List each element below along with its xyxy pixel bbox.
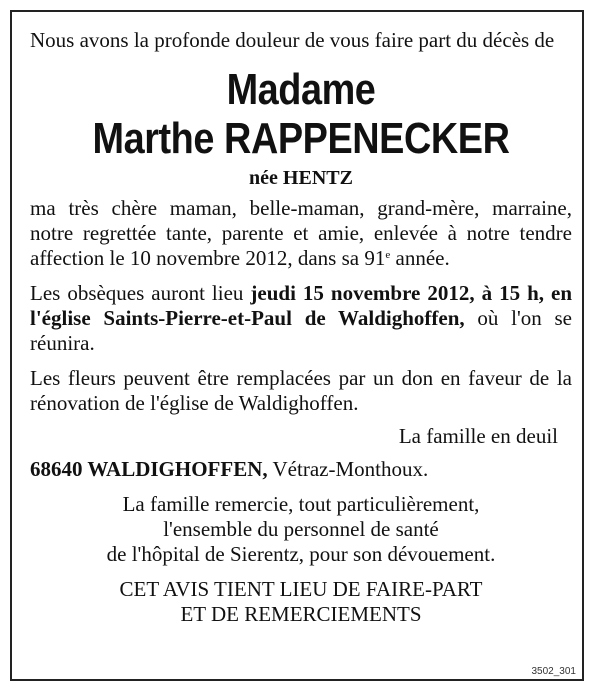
paragraph-flowers: Les fleurs peuvent être remplacées par un don en faveur de la rénovation de l'église de Waldighoffen.	[30, 366, 572, 415]
funeral-end: où l'on se réunira.	[30, 306, 572, 355]
footer-line-1: CET AVIS TIENT LIEU DE FAIRE-PART	[119, 577, 483, 601]
reference-code: 3502_301	[531, 666, 576, 677]
obituary-notice	[30, 28, 572, 627]
intro-text: Nous avons la profonde douleur de vous faire part du décès de	[30, 28, 555, 52]
ordinal-suffix: e	[385, 249, 391, 261]
name-title: Madame	[226, 65, 376, 114]
footer-block	[30, 577, 572, 627]
thanks-block	[30, 492, 572, 567]
paragraph-tribute	[30, 196, 572, 271]
funeral-details: jeudi 15 novembre 2012, à 15 h, en l'église Saints-Pierre-et-Paul de Waldighoffen,	[30, 281, 572, 330]
signature: La famille en deuil	[398, 424, 558, 448]
tribute-end: année.	[390, 246, 450, 270]
tribute-text: ma très chère maman, belle-maman, grand-mère, marraine, notre regrettée tante, parente et amie, enlevée à notre tendre affection le 10 novembre 2012, dans sa 91	[30, 196, 572, 270]
thanks-line-3: de l'hôpital de Sierentz, pour son dévouement.	[106, 542, 496, 566]
address-other: Vétraz-Monthoux.	[267, 457, 429, 481]
maiden-name: née HENTZ	[249, 167, 353, 189]
address-line	[30, 457, 572, 482]
address-city: 68640 WALDIGHOFFEN,	[30, 457, 268, 481]
paragraph-funeral	[30, 281, 572, 356]
footer-line-2: ET DE REMERCIEMENTS	[180, 602, 422, 626]
thanks-line-1: La famille remercie, tout particulièrement,	[122, 492, 480, 516]
name-full: Marthe RAPPENECKER	[92, 114, 510, 163]
deceased-name	[30, 65, 572, 163]
funeral-intro: Les obsèques auront lieu	[30, 281, 251, 305]
thanks-line-2: l'ensemble du personnel de santé	[163, 517, 439, 541]
